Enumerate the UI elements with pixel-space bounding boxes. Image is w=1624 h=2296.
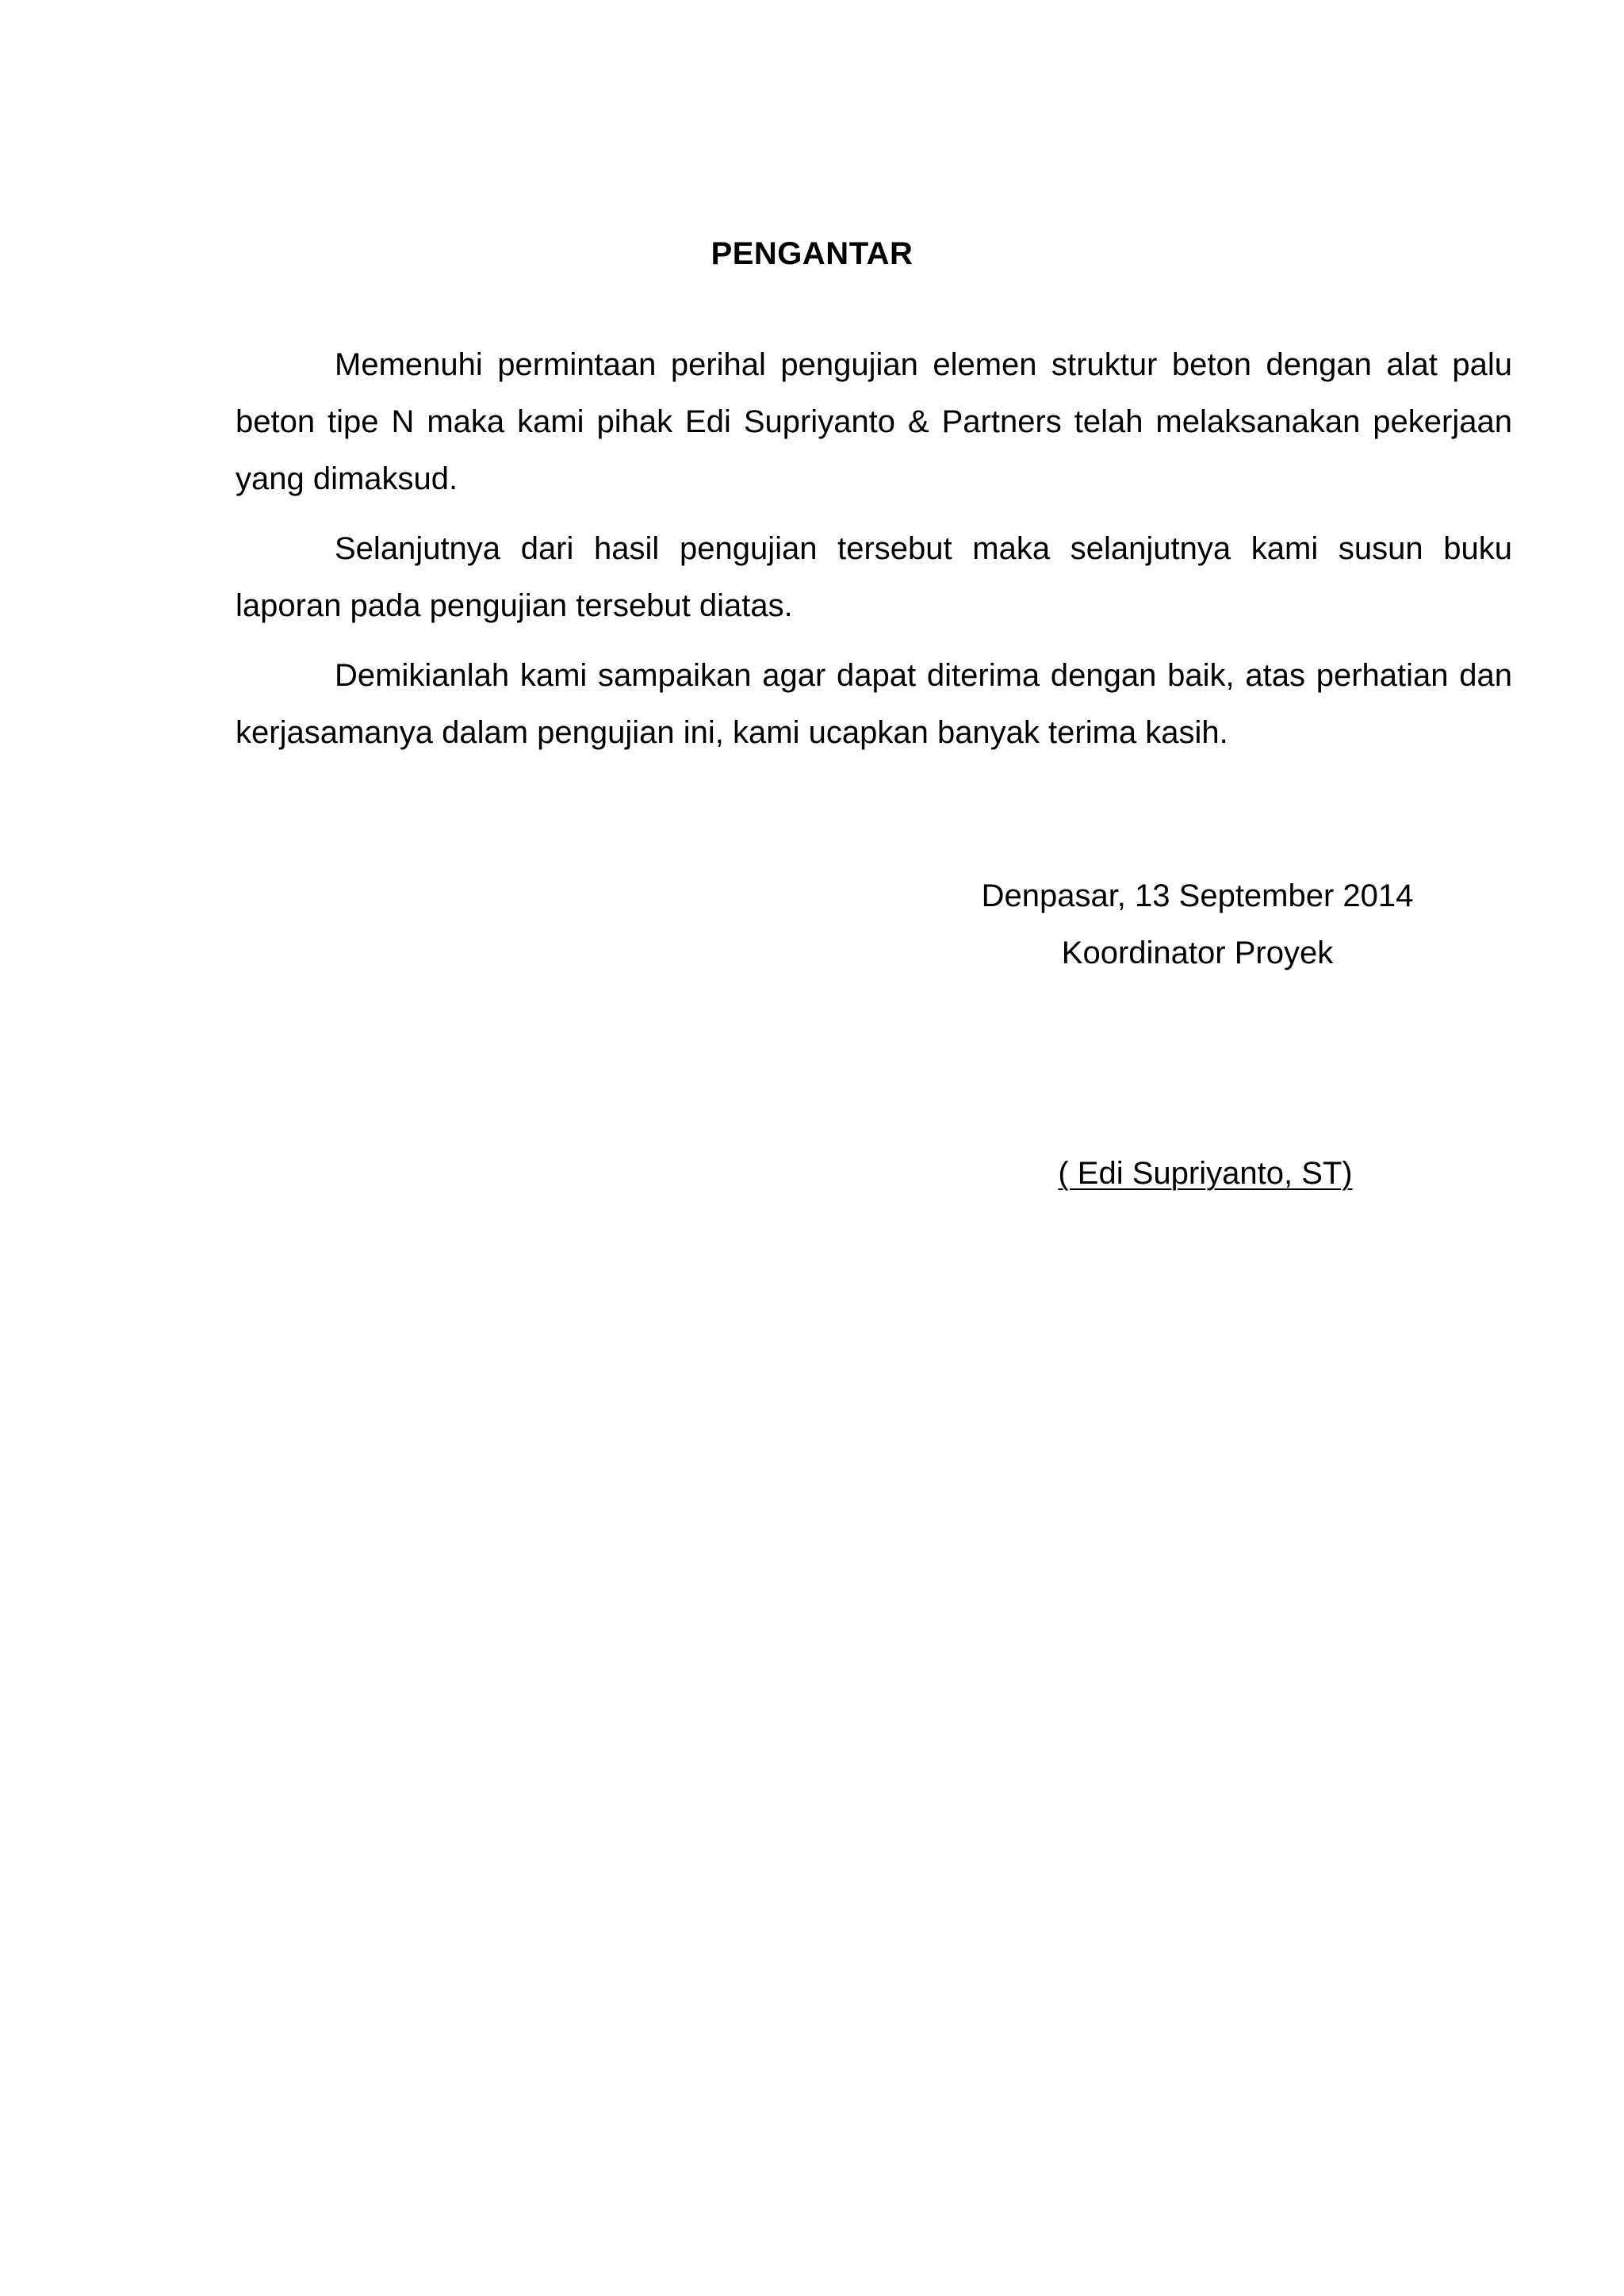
paragraph-2: Selanjutnya dari hasil pengujian tersebut maka selanjutnya kami susun buku laporan pada pengujian tersebut diatas.	[236, 531, 1512, 623]
document-body	[236, 336, 1512, 774]
document-title: PENGANTAR	[710, 236, 914, 271]
place-date: Denpasar, 13 September 2014	[981, 878, 1414, 913]
signatory-name: ( Edi Supriyanto, ST)	[1058, 1156, 1353, 1191]
paragraph-1: Memenuhi permintaan perihal pengujian elemen struktur beton dengan alat palu beton tipe N maka kami pihak Edi Supriyanto & Partners telah melaksanakan pekerjaan yang dimaksud.	[236, 347, 1512, 496]
signature-block	[904, 867, 1491, 982]
paragraph-3: Demikianlah kami sampaikan agar dapat diterima dengan baik, atas perhatian dan kerjasamanya dalam pengujian ini, kami ucapkan banyak terima kasih.	[236, 658, 1512, 750]
signatory-position: Koordinator Proyek	[1061, 936, 1334, 970]
signatory-name-line	[904, 1145, 1507, 1202]
